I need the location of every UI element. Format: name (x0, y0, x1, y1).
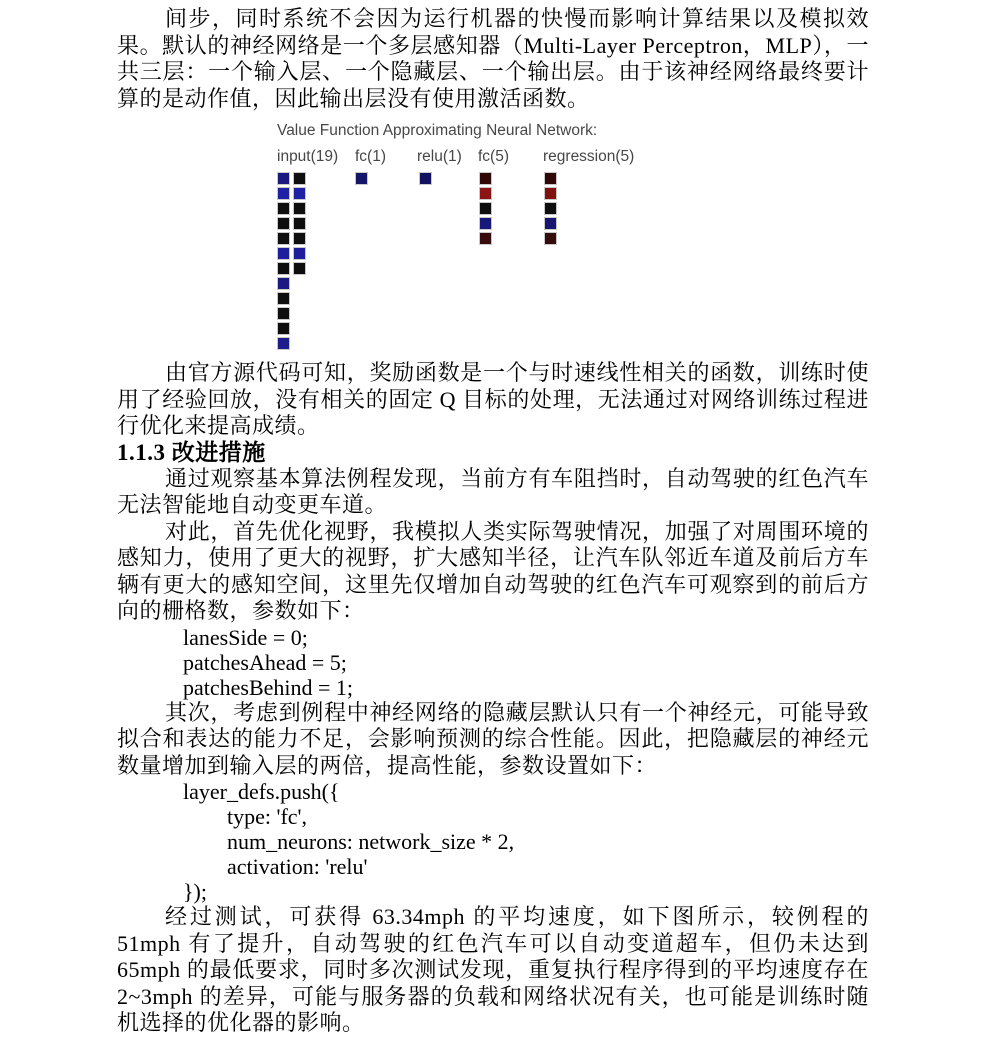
neural-network-figure (277, 122, 869, 354)
neuron-square (277, 262, 290, 275)
section-heading-1-1-3: 1.1.3 改进措施 (117, 439, 266, 465)
code-block-layer-defs (117, 779, 869, 904)
neuron-square (277, 247, 290, 260)
neuron-square (293, 202, 306, 215)
neuron-square (544, 172, 557, 185)
neuron-square (293, 232, 306, 245)
paragraph-vision-optimization: 对此，首先优化视野，我模拟人类实际驾驶情况，加强了对周围环境的感知力，使用了更大的视野，扩大感知半径，让汽车队邻近车道及前后方车辆有更大的感知空间，这里先仅增加自动驾驶的红色汽车可观察到的前后方向的栅格数，参数如下： (117, 518, 869, 623)
paragraph-test-result: 经过测试，可获得 63.34mph 的平均速度，如下图所示，较例程的 51mph 有了提升，自动驾驶的红色汽车可以自动变道超车，但仍未达到 65mph 的最低要求，同时多次测试发现，重复执行程序得到的平均速度存在 2~3mph 的差异，可能与服务器的负载和网络状况有关，也可能是训练时随机选择的优化器的影响。 (117, 904, 869, 1035)
neuron-column (479, 172, 492, 247)
neuron-column (544, 172, 557, 247)
paragraph-hidden-layer: 其次，考虑到例程中神经网络的隐藏层默认只有一个神经元，可能导致拟合和表达的能力不足，会影响预测的综合性能。因此，把隐藏层的神经元数量增加到输入层的两倍，提高性能，参数设置如下： (117, 699, 869, 778)
paragraph-observation: 通过观察基本算法例程发现，当前方有车阻挡时，自动驾驶的红色汽车无法智能地自动变更车道。 (117, 465, 869, 517)
neuron-square (293, 187, 306, 200)
layer-label-fc-5-: fc(5) (478, 148, 509, 165)
paragraph-mlp-intro: 间步，同时系统不会因为运行机器的快慢而影响计算结果以及模拟效果。默认的神经网络是一个多层感知器（Multi-Layer Perceptron，MLP），一共三层：一个输入层、一个隐藏层、一个输出层。由于该神经网络最终要计算的是动作值，因此输出层没有使用激活函数。 (117, 6, 869, 111)
neuron-square (355, 172, 368, 185)
neuron-square (277, 322, 290, 335)
neuron-column (277, 172, 290, 352)
neuron-square (544, 202, 557, 215)
neuron-square (479, 217, 492, 230)
neuron-square (277, 292, 290, 305)
neuron-square (544, 232, 557, 245)
neuron-square (277, 277, 290, 290)
neuron-square (293, 172, 306, 185)
neuron-square (544, 217, 557, 230)
neuron-column (293, 172, 306, 277)
code-line: type: 'fc', (227, 804, 308, 829)
code-line: layer_defs.push({ (183, 779, 340, 804)
code-block-params (117, 625, 869, 700)
code-line: lanesSide = 0; (183, 624, 308, 650)
neuron-square (277, 187, 290, 200)
neuron-square (277, 337, 290, 350)
code-line: activation: 'relu' (227, 854, 368, 879)
code-line: patchesAhead = 5; (183, 649, 347, 675)
neuron-square (277, 307, 290, 320)
neuron-square (293, 247, 306, 260)
neuron-square (419, 172, 432, 185)
neuron-square (277, 217, 290, 230)
layer-label-regression-5-: regression(5) (543, 148, 635, 165)
neuron-column (355, 172, 368, 187)
neuron-column (419, 172, 432, 187)
neuron-square (479, 172, 492, 185)
neuron-square (293, 262, 306, 275)
neuron-square (277, 202, 290, 215)
code-line: num_neurons: network_size * 2, (227, 829, 515, 854)
neuron-square (479, 202, 492, 215)
neuron-square (544, 187, 557, 200)
neuron-square (293, 217, 306, 230)
figure-title: Value Function Approximating Neural Network: (277, 122, 598, 139)
paragraph-reward-function: 由官方源代码可知，奖励函数是一个与时速线性相关的函数，训练时使用了经验回放，没有相关的固定 Q 目标的处理，无法通过对网络训练过程进行优化来提高成绩。 (117, 360, 869, 438)
code-line: patchesBehind = 1; (183, 674, 354, 700)
layer-label-relu-1-: relu(1) (417, 148, 462, 165)
layer-label-fc-1-: fc(1) (355, 148, 386, 165)
layer-label-input-19-: input(19) (277, 148, 339, 165)
neuron-square (277, 172, 290, 185)
neuron-square (479, 187, 492, 200)
neuron-square (277, 232, 290, 245)
neuron-square (479, 232, 492, 245)
code-line: }); (183, 879, 207, 904)
